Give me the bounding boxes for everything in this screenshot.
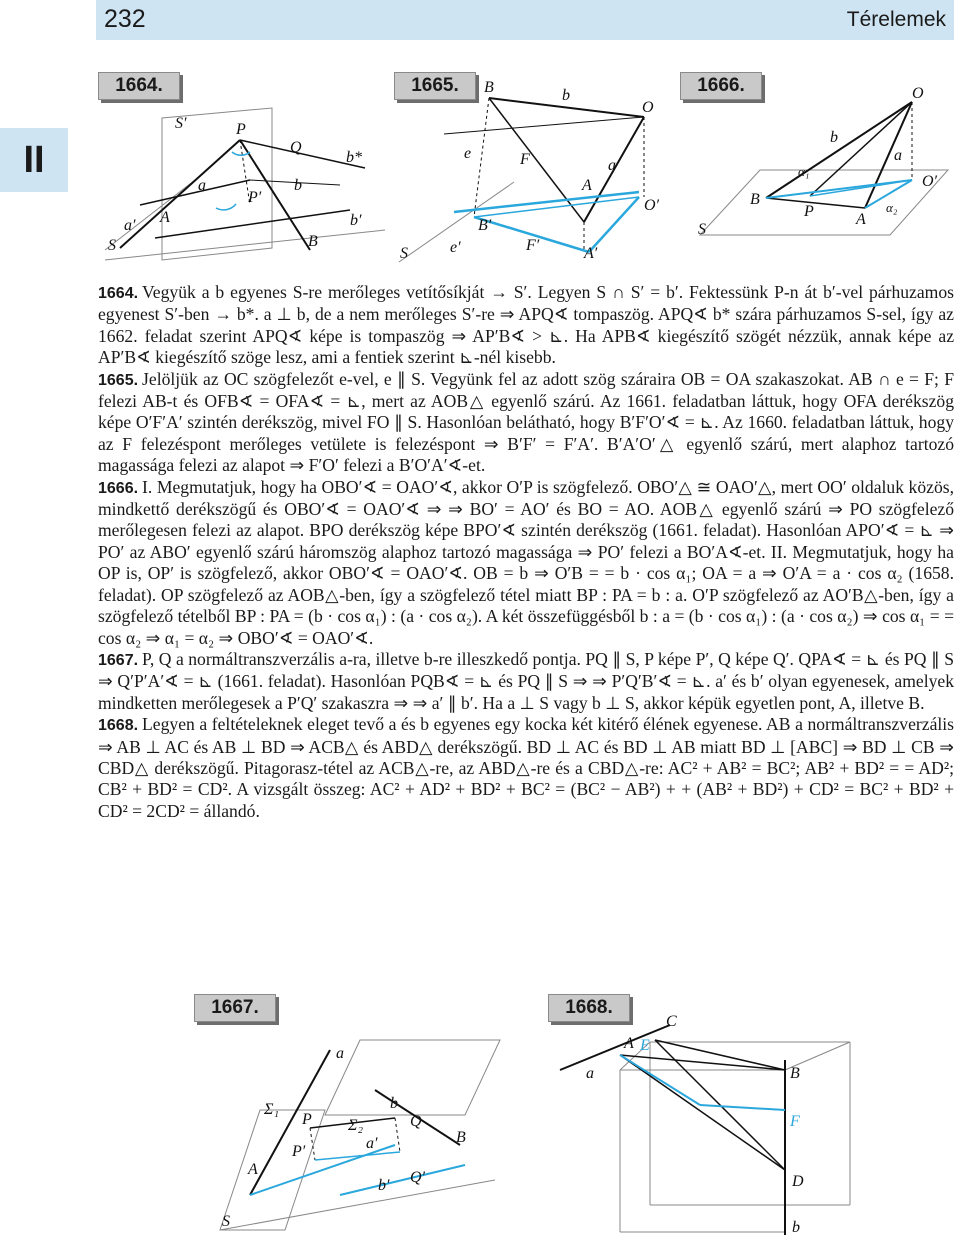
label-sigma2: Σ₂ [348,1117,364,1134]
label-B: B [790,1065,800,1082]
solution-1666 [98,477,954,649]
figure-label-1667: 1667. [194,994,276,1022]
label-b-star: b* [346,149,362,166]
label-b-prime: b′ [378,1177,390,1194]
page-number: 232 [104,5,146,33]
label-P: P [236,121,246,138]
label-a: a [608,157,616,174]
figure-label-1668: 1668. [548,994,630,1022]
label-P: P [804,203,814,220]
label-O: O [912,85,924,102]
figure-1665 [394,72,684,262]
label-B: B [456,1129,466,1146]
label-a: a [586,1065,594,1082]
problem-number: 1665. [98,371,139,389]
solution-text: I. Megmutatjuk, hogy ha OBO′∢ = OAO′∢, akkor O′P is szögfelező. OBO′△ ≅ OAO′△, mert OO′ oldaluk közös, mindkettő derékszögű és OBO′∢ = OAO′∢ ⇒ ⇒ BO′ = AO′ és BO = AO. AOB△ egyenlő szárú ⇒ PO szögfelező merőlegesen felezi az alapot. BPO derékszög képe BPO′∢ szintén derékszög (1661. feladat). Hasonlóan APO′∢ = ⊾ ⇒ PO′ az ABO′ egyenlő szárú háromszög alaphoz tartozó magassága ⇒ PO′ felezi a BO′A∢-et. II. Megmutatjuk, hogy ha OP is, OP′ is szögfelező, akkor OBO′∢ = OAO′∢. OB = b ⇒ O′B = = b · cos α₁; OA = a ⇒ O′A = a · cos α₂ (1658. feladat). OP szögfelező az AOB△-ben, így a szögfelező tétel miatt BP : PA = b : a. O′P szögfelező az AO′B△-ben, így a szögfelező tételből BP : PA = (b · cos α₁) : (a · cos α₂). A két összefüggésből b : a = (b · cos α₁) : (a · cos α₂) ⇒ cos α₁ = = cos α₂ ⇒ α₁ = α₂ ⇒ OBO′∢ = OAO′∢. [98,476,954,648]
label-P: P [302,1111,312,1128]
label-sigma1: Σ₁ [264,1101,280,1118]
label-b: b [562,87,570,104]
label-A: A [248,1161,258,1178]
label-S: S [108,237,116,254]
label-A: A [582,177,592,194]
label-b: b [390,1095,398,1112]
problem-number: 1666. [98,479,139,497]
problem-number: 1667. [98,651,139,669]
label-F-prime: F′ [526,237,540,254]
label-b: b [792,1219,800,1236]
solution-text: Jelöljük az OC szögfelezőt e-vel, e ∥ S. Vegyünk fel az adott szög száraira OB = OA szakaszokat. AB ∩ e = F; F felezi AB-t és OFB∢ = OFA∢ = ⊾, mert az AOB△ egyenlő szárú. Az 1661. feladatban láttuk, hogy OFA derékszög képe O′F′A′ szintén derékszög, mivel FO ∥ S. Hasonlóan belátható, hogy B′F′O′∢ = ⊾. Az 1660. feladatban láttuk, hogy az F felezéspont merőleges vetülete is felezéspont ⇒ B′F′ = F′A′. B′A′O′△ egyenlő szárú, mert alaphoz tartozó magassága felezi az alapot ⇒ F′O′ felezi a B′O′A′∢-et. [98,368,954,476]
label-e-prime: e′ [450,239,461,256]
label-C: C [666,1013,677,1030]
label-F: F [790,1113,800,1130]
label-a-prime: a′ [366,1135,378,1152]
solution-text: Vegyük a b egyenes S-re merőleges vetítősíkját → S′. Legyen S ∩ S′ = b′. Fektessünk P-n át b′-vel párhuzamos egyenest S′-ben → b*. a ⊥ b, de a nem merőleges S′-re ⇒ APQ∢ tompaszög. APQ∢ b* szára párhuzamos S-sel, így az 1662. feladat szerint APQ∢ képe is tompaszög ⇒ AP′B∢ > ⊾. Ha APB∢ kiegészítő szögét nézzük, annak képe az AP′B∢ kiegészítő szöge lesz, ami a fentiek szerint ⊾-nél kisebb. [98,282,954,368]
label-S-prime: S′ [175,115,187,132]
label-S: S [222,1213,230,1230]
label-a: a [336,1045,344,1062]
label-A: A [160,209,170,226]
label-S: S [400,245,408,262]
label-Q: Q [410,1113,422,1130]
label-Q-prime: Q′ [410,1169,426,1186]
label-a-prime: a′ [124,217,136,234]
label-D: D [792,1173,804,1190]
label-Q: Q [290,139,302,156]
label-alpha2: α₂ [886,200,898,215]
solution-1667 [98,649,954,714]
label-O-prime: O′ [644,197,660,214]
label-B-prime: B′ [478,217,492,234]
label-P-prime: P′ [248,189,262,206]
label-F: F [520,151,530,168]
solution-1668 [98,714,954,822]
figure-1668 [560,1000,920,1235]
label-S: S [698,221,706,238]
label-E: E [640,1037,650,1054]
solution-1664 [98,282,954,369]
section-title: Térelemek [846,8,946,31]
label-A-prime: A′ [584,245,598,262]
problem-number: 1668. [98,717,139,735]
solution-text: P, Q a normáltranszverzális a-ra, illetve b-re illeszkedő pontja. PQ ∥ S, P képe P′, Q képe Q′. QPA∢ = ⊾ és PQ ∥ S ⇒ Q′P′A′∢ = ⊾ (1661. feladat). Hasonlóan PQB∢ = ⊾ és PQ ∥ S ⇒ ⇒ P′Q′B′∢ = ⊾. a′ és b′ olyan egyenesek, amelyek mindketten merőlegesek a P′Q′ szakaszra ⇒ ⇒ a′ ∥ b′. Ha a ⊥ S vagy b ⊥ S, akkor képük egyetlen pont, A, illetve B. [98,648,954,713]
label-alpha1: α₁ [798,164,810,179]
label-O-prime: O′ [922,173,938,190]
figure-1667 [210,1030,510,1235]
solutions-text [98,282,954,822]
label-O: O [642,99,654,116]
solution-text: Legyen a feltételeknek eleget tevő a és b egyenes egy kocka két kitérő élének egyenese. AB a normáltranszverzális ⇒ AB ⊥ AC és AB ⊥ BD ⇒ ACB△ és ABD△ derékszögű. BD ⊥ AC és BD ⊥ AB miatt BD ⊥ [ABC] ⇒ BD ⊥ CB ⇒ CBD△ derékszögű. Pitagorasz-tétel az ACB△-re, az ABD△-re és a CBD△-re: AC² + AB² = BC²; AB² + BD² = = AD²; CB² + BD² = CD². A vizsgált összeg: AC² + AD² + BD² + BC² = (BC² − AB²) + + (AB² + BD²) + CD² = BC² + BD² + CD² = 2CD² = állandó. [98,714,954,821]
figure-label-1665: 1665. [394,72,476,100]
label-a: a [198,177,206,194]
label-a: a [894,147,902,164]
page-header [96,0,954,40]
label-B: B [750,191,760,208]
label-A: A [856,211,866,228]
label-B: B [308,233,318,250]
figure-1666 [690,80,955,250]
label-b-prime: b′ [350,212,362,229]
label-e: e [464,145,472,162]
figure-1664 [100,100,390,265]
label-B: B [484,79,494,96]
problem-number: 1664. [98,285,139,302]
solution-1665 [98,369,954,477]
figure-label-1664: 1664. [98,72,180,100]
label-b: b [830,129,838,146]
label-b: b [294,177,302,194]
label-P-prime: P′ [292,1143,306,1160]
figure-label-1666: 1666. [680,72,762,100]
label-A: A [624,1035,634,1052]
chapter-tab: II [0,128,68,192]
